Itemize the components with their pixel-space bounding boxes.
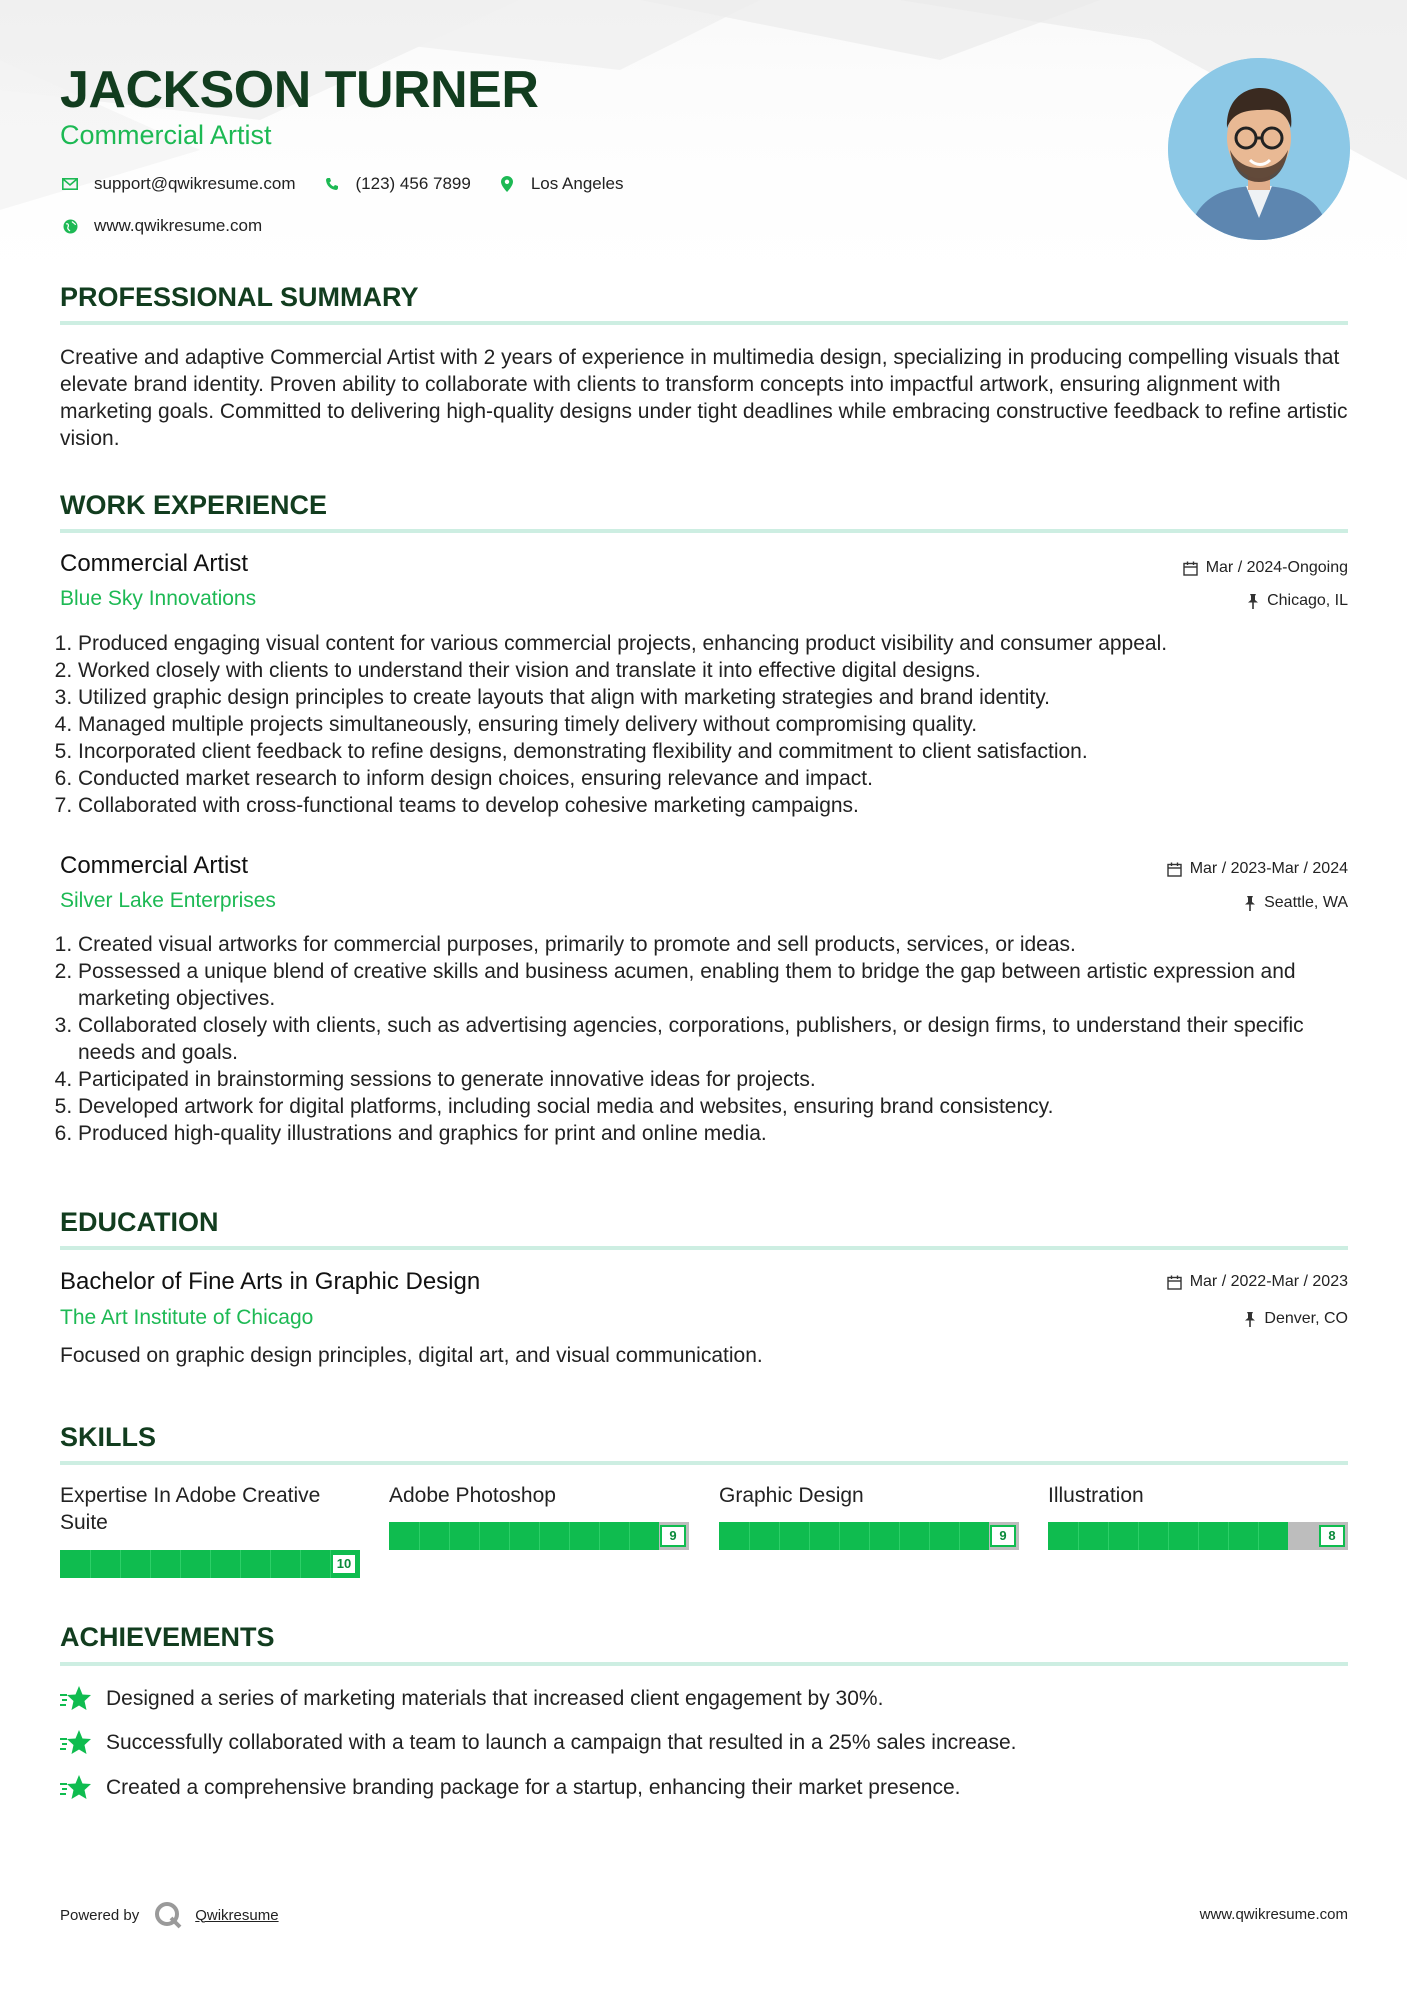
skill-bar-segment [180, 1550, 181, 1578]
envelope-icon [60, 174, 80, 194]
skill-bar [1048, 1522, 1348, 1550]
skill-bar-segment [1108, 1522, 1109, 1550]
education-location-text: Denver, CO [1264, 1310, 1348, 1327]
education-heading: EDUCATION [60, 1207, 219, 1237]
achievement-text: Designed a series of marketing materials that increased client engagement by 30%. [106, 1687, 884, 1710]
skills-divider [60, 1461, 1348, 1465]
skill-bar-segment [120, 1550, 121, 1578]
skill-item [719, 1482, 1019, 1543]
skill-bar-segment [1228, 1522, 1229, 1550]
job-dates-text: Mar / 2023-Mar / 2024 [1189, 860, 1348, 877]
education-description: Focused on graphic design principles, digital art, and visual communication. [60, 1344, 763, 1367]
achievement-item [60, 1685, 883, 1713]
contact-phone[interactable]: (123) 456 7899 [355, 174, 471, 193]
skill-bar-fill [389, 1522, 659, 1550]
list-item: 4. Participated in brainstorming sessions to generate innovative ideas for projects. [78, 1066, 1366, 1093]
skill-bar-segment [270, 1550, 271, 1578]
skill-bar-segment [1078, 1522, 1079, 1550]
calendar-icon [1183, 561, 1198, 576]
list-item: 6. Conducted market research to inform design choices, ensuring relevance and impact. [78, 765, 1366, 792]
list-item: 1. Created visual artworks for commercial purposes, primarily to promote and sell products, services, or ideas. [78, 931, 1366, 958]
job-location [1244, 894, 1348, 912]
list-item: 5. Developed artwork for digital platforms, including social media and websites, ensuring brand consistency. [78, 1093, 1366, 1120]
contact-email[interactable]: support@qwikresume.com [94, 174, 296, 193]
footer-website[interactable]: www.qwikresume.com [1199, 1906, 1348, 1923]
job-location [1247, 592, 1348, 610]
profile-photo [1168, 58, 1350, 240]
skill-level: 10 [331, 1553, 357, 1575]
achievements-divider [60, 1662, 1348, 1666]
skill-label: Expertise In Adobe Creative Suite [60, 1484, 321, 1534]
skill-bar [60, 1550, 360, 1578]
education-location [1244, 1310, 1348, 1328]
list-item: 3. Collaborated closely with clients, such as advertising agencies, corporations, publishers, or design firms, to understand their specific needs and goals. [78, 1012, 1366, 1066]
star-icon [60, 1729, 92, 1757]
skill-bar-segment [749, 1522, 750, 1550]
job-title: Commercial Artist [60, 550, 249, 577]
skill-bar-segment [300, 1550, 301, 1578]
education-dates-text: Mar / 2022-Mar / 2023 [1189, 1273, 1348, 1290]
candidate-role: Commercial Artist [60, 120, 272, 150]
job-dates [1183, 559, 1348, 577]
brand-link[interactable]: Qwikresume [195, 1906, 279, 1924]
job-responsibilities [60, 630, 1366, 819]
experience-heading: WORK EXPERIENCE [60, 490, 328, 520]
skills-heading: SKILLS [60, 1422, 157, 1452]
skill-bar-segment [1168, 1522, 1169, 1550]
list-item: 4. Managed multiple projects simultaneously, ensuring timely delivery without compromising quality. [78, 711, 1366, 738]
globe-icon [60, 216, 80, 236]
map-pin-icon [497, 174, 517, 194]
summary-text: Creative and adaptive Commercial Artist with 2 years of experience in multimedia design, specializing in producing compelling visuals that elevate brand identity. Proven ability to collaborate with clients to transform concepts into impactful artwork, ensuring alignment with marketing goals. Committed to delivering high-quality designs under tight deadlines while embracing constructive feedback to refine artistic vision. [60, 346, 1348, 450]
skill-bar-segment [1258, 1522, 1259, 1550]
list-item: 7. Collaborated with cross-functional teams to develop cohesive marketing campaigns. [78, 792, 1366, 819]
education-degree: Bachelor of Fine Arts in Graphic Design [60, 1268, 481, 1295]
experience-divider [60, 529, 1348, 533]
skill-bar-segment [509, 1522, 510, 1550]
skill-bar-segment [839, 1522, 840, 1550]
skill-bar-segment [599, 1522, 600, 1550]
skill-bar-segment [779, 1522, 780, 1550]
skill-label: Graphic Design [719, 1484, 864, 1507]
pushpin-icon [1244, 896, 1256, 911]
achievement-text: Created a comprehensive branding package for a startup, enhancing their market presence. [106, 1776, 961, 1799]
pushpin-icon [1247, 594, 1259, 609]
skill-bar-segment [569, 1522, 570, 1550]
achievement-item [60, 1729, 1017, 1757]
list-item: 2. Worked closely with clients to understand their vision and translate it into effective digital designs. [78, 657, 1366, 684]
job-dates-text: Mar / 2024-Ongoing [1205, 559, 1348, 576]
skill-bar [389, 1522, 689, 1550]
skill-item [60, 1482, 360, 1571]
summary-heading: PROFESSIONAL SUMMARY [60, 282, 419, 312]
skill-bar [719, 1522, 1019, 1550]
job-company: Blue Sky Innovations [60, 587, 257, 610]
skill-bar-segment [449, 1522, 450, 1550]
skill-bar-segment [240, 1550, 241, 1578]
skill-bar-segment [479, 1522, 480, 1550]
star-icon [60, 1685, 92, 1713]
skill-bar-segment [869, 1522, 870, 1550]
list-item: 1. Produced engaging visual content for various commercial projects, enhancing product visibility and consumer appeal. [78, 630, 1366, 657]
list-item: 3. Utilized graphic design principles to create layouts that align with marketing strategies and brand identity. [78, 684, 1366, 711]
job-location-text: Chicago, IL [1267, 592, 1348, 609]
skill-bar-segment [929, 1522, 930, 1550]
skill-level: 9 [660, 1525, 686, 1547]
contact-website[interactable]: www.qwikresume.com [94, 216, 263, 235]
skill-bar-segment [1198, 1522, 1199, 1550]
skill-item [389, 1482, 689, 1543]
skill-label: Adobe Photoshop [389, 1484, 556, 1507]
phone-icon [322, 174, 342, 194]
candidate-name: JACKSON TURNER [60, 61, 539, 119]
skill-bar-segment [899, 1522, 900, 1550]
qwikresume-logo-icon [153, 1900, 183, 1930]
job-location-text: Seattle, WA [1264, 894, 1348, 911]
job-title: Commercial Artist [60, 852, 249, 879]
contact-location: Los Angeles [530, 174, 624, 193]
job-dates [1167, 860, 1348, 878]
skill-bar-segment [809, 1522, 810, 1550]
skill-bar-segment [1138, 1522, 1139, 1550]
pushpin-icon [1244, 1312, 1256, 1327]
achievement-text: Successfully collaborated with a team to launch a campaign that resulted in a 25% sales increase. [106, 1731, 1017, 1754]
footer-powered-by [60, 1900, 279, 1930]
powered-by-label: Powered by [60, 1906, 140, 1924]
skill-bar-fill [719, 1522, 989, 1550]
list-item: 6. Produced high-quality illustrations and graphics for print and online media. [78, 1120, 1366, 1147]
education-school: The Art Institute of Chicago [60, 1306, 314, 1329]
star-icon [60, 1774, 92, 1802]
job-responsibilities [60, 931, 1366, 1147]
contact-row-secondary [60, 216, 288, 236]
calendar-icon [1167, 862, 1182, 877]
skill-item [1048, 1482, 1348, 1543]
skill-bar-segment [629, 1522, 630, 1550]
skill-bar-segment [90, 1550, 91, 1578]
list-item: 5. Incorporated client feedback to refine designs, demonstrating flexibility and commitment to client satisfaction. [78, 738, 1366, 765]
summary-divider [60, 321, 1348, 325]
contact-row-primary [60, 174, 649, 194]
skill-bar-segment [210, 1550, 211, 1578]
achievement-item [60, 1774, 961, 1802]
achievements-heading: ACHIEVEMENTS [60, 1622, 275, 1652]
job-company: Silver Lake Enterprises [60, 889, 276, 912]
skill-bar-segment [419, 1522, 420, 1550]
skill-label: Illustration [1048, 1484, 1144, 1507]
skill-bar-segment [959, 1522, 960, 1550]
skill-bar-segment [539, 1522, 540, 1550]
calendar-icon [1167, 1275, 1182, 1290]
skill-level: 8 [1319, 1525, 1345, 1547]
education-divider [60, 1246, 1348, 1250]
education-dates [1167, 1273, 1348, 1291]
skill-bar-segment [150, 1550, 151, 1578]
skill-level: 9 [990, 1525, 1016, 1547]
list-item: 2. Possessed a unique blend of creative skills and business acumen, enabling them to bridge the gap between artistic expression and marketing objectives. [78, 958, 1366, 1012]
